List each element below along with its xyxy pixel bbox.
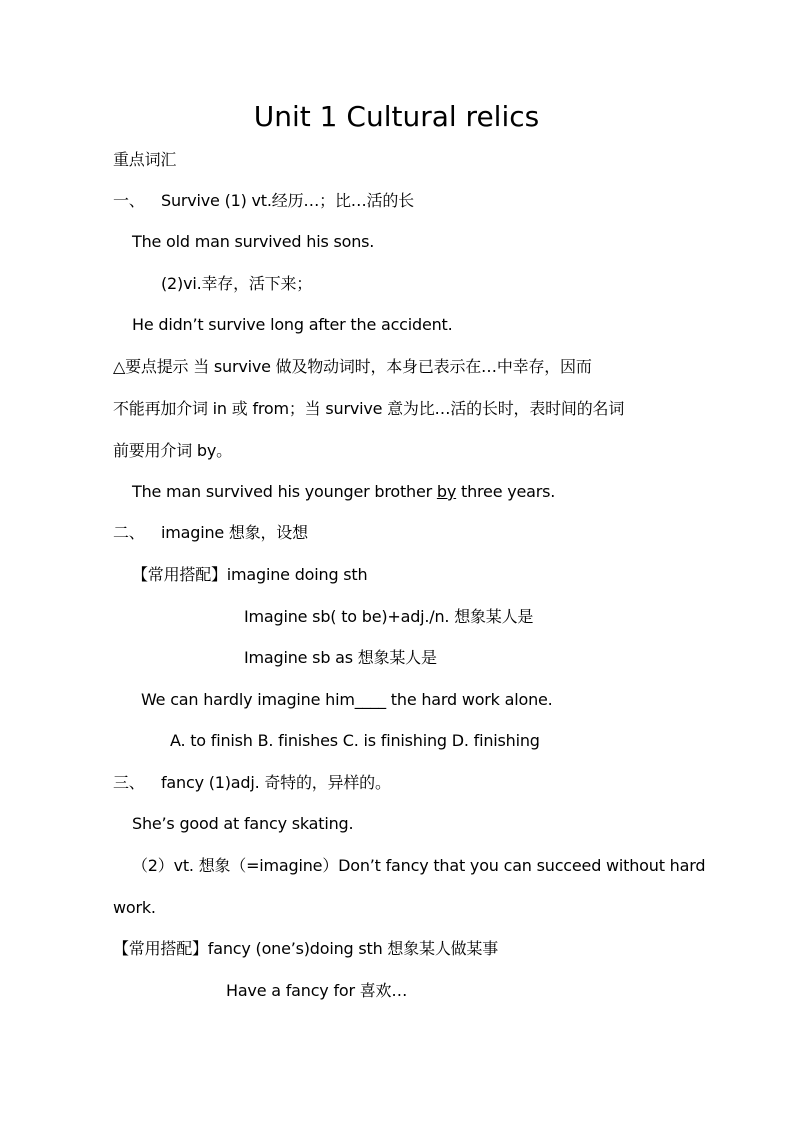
section-1-example-2: He didn’t survive long after the accident. (132, 315, 453, 334)
section-3-example-1: She’s good at fancy skating. (132, 814, 354, 833)
section-1-sense-2: (2)vi.幸存，活下来； (161, 274, 313, 293)
section-1-example-1: The old man survived his sons. (132, 232, 375, 251)
section-2-question: We can hardly imagine him____ the hard work alone. (141, 690, 553, 709)
example-3-underlined-word: by (436, 482, 457, 501)
example-3-part-c: three years. (456, 482, 556, 501)
section-2-collocation-2: Imagine sb( to be)+adj./n. 想象某人是 (244, 607, 534, 626)
section-1-headword: Survive (1) vt.经历…；比…活的长 (161, 191, 414, 210)
page-title: Unit 1 Cultural relics (253, 100, 540, 133)
section-heading: 重点词汇 (113, 150, 177, 169)
section-2-number: 二、 (113, 523, 145, 542)
example-3-part-a: The man survived his younger brother (132, 482, 437, 501)
section-2-options: A. to finish B. finishes C. is finishing D. finishing (170, 731, 540, 750)
section-2-headword: imagine 想象，设想 (161, 523, 308, 542)
section-3-sense-2-line-2: work. (113, 898, 156, 917)
section-1-note-line-1: △要点提示 当 survive 做及物动词时，本身已表示在…中幸存，因而 (113, 357, 592, 376)
section-1-note-line-3: 前要用介词 by。 (113, 441, 232, 460)
section-3-sense-2-line-1: （2）vt. 想象（=imagine）Don’t fancy that you can succeed without hard (132, 856, 706, 875)
section-1-number: 一、 (113, 191, 145, 210)
section-2-collocation-1: 【常用搭配】imagine doing sth (132, 565, 368, 584)
section-3-collocation-2: Have a fancy for 喜欢… (226, 981, 408, 1000)
section-1-example-3 (132, 481, 555, 503)
section-3-headword: fancy (1)adj. 奇特的，异样的。 (161, 773, 391, 792)
section-3-number: 三、 (113, 773, 145, 792)
section-2-collocation-3: Imagine sb as 想象某人是 (244, 648, 437, 667)
section-3-collocation-1: 【常用搭配】fancy (one’s)doing sth 想象某人做某事 (113, 939, 499, 958)
section-1-note-line-2: 不能再加介词 in 或 from；当 survive 意为比…活的长时，表时间的名词 (113, 399, 625, 418)
